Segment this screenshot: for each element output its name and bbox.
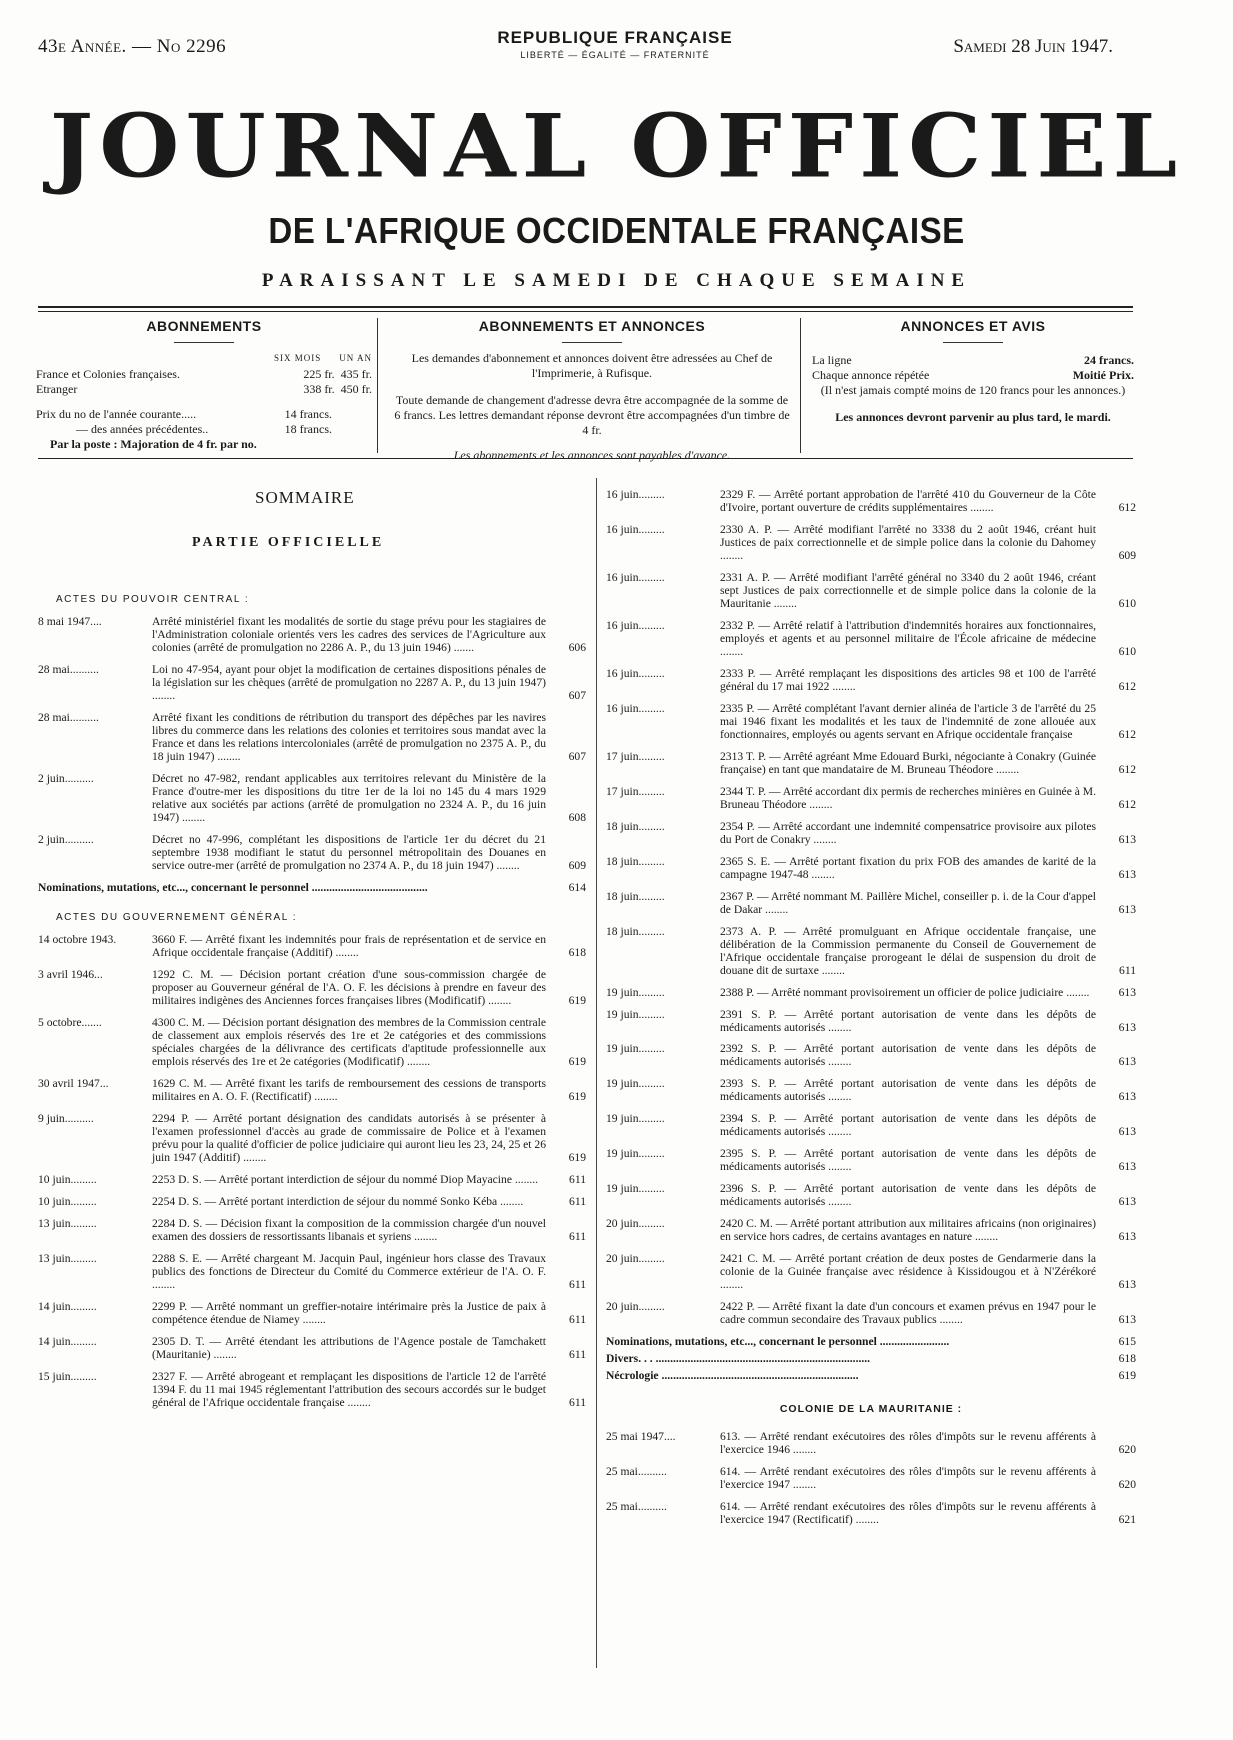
entry-text: 614. — Arrêté rendant exécutoires des rôles d'impôts sur le revenu afférents à l'exercice 1947 (Rectificatif) ........ <box>720 1499 1096 1526</box>
sommaire-right-column <box>606 488 1136 1535</box>
entry-text: 2391 S. P. — Arrêté portant autorisation de vente dans les dépôts de médicaments autorisés ........ <box>720 1007 1096 1034</box>
sommaire-entry <box>606 890 1136 916</box>
entry-page: 613 <box>1118 1125 1136 1139</box>
sommaire-entry <box>38 1016 586 1068</box>
sommaire-entry <box>38 1173 586 1186</box>
entry-page: 613 <box>1118 1055 1136 1069</box>
entry-text: Loi no 47-954, ayant pour objet la modification de certaines dispositions pénales de la législation sur les chèques (arrêté de promulgation no 2287 A. P., du 13 juin 1947) ........ <box>152 663 546 703</box>
entry-date: 20 juin......... <box>606 1217 665 1231</box>
box-divider <box>377 318 378 453</box>
entry-date: 25 mai.......... <box>606 1499 667 1513</box>
entry-page: 611 <box>569 1312 586 1326</box>
sommaire-entry <box>606 820 1136 846</box>
sommaire-entry <box>606 925 1136 977</box>
entry-text: 2393 S. P. — Arrêté portant autorisation de vente dans les dépôts de médicaments autorisés ........ <box>720 1077 1096 1104</box>
footer-line-text: Nécrologie .................................................................... <box>606 1369 859 1383</box>
col-six-mois: SIX MOIS <box>273 352 322 363</box>
footer-line <box>606 1335 1136 1348</box>
entry-date: 16 juin......... <box>606 570 665 584</box>
entry-text: 2420 C. M. — Arrêté portant attribution aux militaires africains (non originaires) en service hors cadres, de certains avantages en nature ........ <box>720 1217 1096 1244</box>
sommaire-entry <box>38 833 586 872</box>
entry-page: 609 <box>1118 548 1136 562</box>
top-rule-thin <box>38 311 1133 312</box>
footer-lines <box>606 1335 1136 1382</box>
abonnements-annonces-title: ABONNEMENTS ET ANNONCES <box>478 318 706 334</box>
journal-title: JOURNAL OFFICIEL <box>49 94 1184 198</box>
sommaire-entry <box>606 619 1136 658</box>
repetee-price: Chaque annonce répétée Moitié Prix. <box>812 367 1134 382</box>
entry-text: 2284 D. S. — Décision fixant la composition de la commission chargée d'un nouvel examen des dossiers de ressortissants libanais et syriens ........ <box>152 1216 546 1243</box>
sommaire-entry <box>38 1252 586 1291</box>
central-nominations: Nominations, mutations, etc..., concernant le personnel ........................................ 614 <box>38 880 586 894</box>
sommaire-entry <box>606 986 1136 999</box>
entry-page: 611 <box>569 1395 586 1409</box>
entry-text: 2422 P. — Arrêté fixant la date d'un concours et examen prévus en 1947 pour le cadre commun secondaire des Travaux publics ........ <box>720 1300 1096 1327</box>
issue-date: Samedi 28 Juin 1947. <box>953 36 1113 57</box>
entry-date: 13 juin......... <box>38 1251 97 1265</box>
sommaire-entry <box>606 571 1136 610</box>
annonces-avis-box <box>812 318 1134 453</box>
entry-page: 613 <box>1118 832 1136 846</box>
entry-date: 18 juin......... <box>606 889 665 903</box>
republic-name: REPUBLIQUE FRANÇAISE <box>497 28 733 47</box>
entry-date: 2 juin.......... <box>38 772 94 786</box>
sommaire-left-column <box>38 580 586 1418</box>
entry-text: 614. — Arrêté rendant exécutoires des rôles d'impôts sur le revenu afférents à l'exercice 1947 ........ <box>720 1464 1096 1491</box>
entry-date: 16 juin......... <box>606 522 665 536</box>
sommaire-entry <box>38 933 586 959</box>
partie-officielle: PARTIE OFFICIELLE <box>192 535 385 550</box>
entry-date: 19 juin......... <box>606 1077 665 1091</box>
section-gouvernement-general: ACTES DU GOUVERNEMENT GÉNÉRAL : <box>56 911 297 923</box>
entry-page: 618 <box>568 946 586 960</box>
entry-text: 2333 P. — Arrêté remplaçant les dispositions des articles 98 et 100 de l'arrêté général du 17 mai 1922 ........ <box>720 666 1096 693</box>
abonnements-title: ABONNEMENTS <box>146 318 262 334</box>
entry-date: 13 juin......... <box>38 1216 97 1230</box>
entry-date: 18 juin......... <box>606 924 665 938</box>
entry-date: 17 juin......... <box>606 784 665 798</box>
abonnements-annonces-p2: Toute demande de changement d'adresse devra être accompagnée de la somme de 6 francs. Les lettres demandant réponse devront être accompagnées d'un timbre de 4 fr. <box>394 392 790 437</box>
delai-note: Les annonces devront parvenir au plus tard, le mardi. <box>835 409 1111 424</box>
entry-page: 612 <box>1118 679 1136 693</box>
entry-page: 611 <box>569 1347 586 1361</box>
box-bottom-rule <box>38 458 1133 459</box>
sommaire-entry <box>38 1077 586 1103</box>
section-pouvoir-central: ACTES DU POUVOIR CENTRAL : <box>56 594 250 605</box>
column-divider <box>596 478 597 1668</box>
footer-line <box>606 1369 1136 1382</box>
sommaire-title: SOMMAIRE <box>255 488 355 507</box>
sommaire-entry <box>38 1370 586 1409</box>
price-current: Prix du no de l'année courante..... 14 francs. <box>36 406 332 421</box>
entry-page: 611 <box>1119 963 1136 977</box>
entry-text: 2288 S. E. — Arrêté chargeant M. Jacquin Paul, ingénieur hors classe des Travaux publics des fonctions de Directeur du Comité du Commerce extérieur de l'A. O. F. ........ <box>152 1251 546 1291</box>
sommaire-entry <box>606 750 1136 776</box>
entry-text: 2344 T. P. — Arrêté accordant dix permis de recherches minières en Guinée à M. Bruneau Théodore ........ <box>720 784 1096 811</box>
entry-date: 25 mai 1947.... <box>606 1429 676 1443</box>
entry-text: 2395 S. P. — Arrêté portant autorisation de vente dans les dépôts de médicaments autorisés ........ <box>720 1147 1096 1174</box>
entry-date: 16 juin......... <box>606 701 665 715</box>
sommaire-entry <box>38 663 586 702</box>
entry-page: 619 <box>568 1089 586 1103</box>
entry-date: 15 juin......... <box>38 1369 97 1383</box>
sommaire-entry <box>606 1008 1136 1034</box>
entry-date: 14 juin......... <box>38 1299 97 1313</box>
sommaire-entry <box>606 488 1136 514</box>
entry-page: 621 <box>1118 1512 1136 1526</box>
entry-date: 20 juin......... <box>606 1252 665 1266</box>
entry-page: 607 <box>568 750 586 764</box>
annonces-avis-title: ANNONCES ET AVIS <box>900 318 1046 334</box>
entry-date: 19 juin......... <box>606 1147 665 1161</box>
entry-text: 2365 S. E. — Arrêté portant fixation du prix FOB des amandes de karité de la campagne 1947-48 ........ <box>720 854 1096 881</box>
sommaire-entry <box>38 1112 586 1164</box>
entry-date: 30 avril 1947... <box>38 1076 109 1090</box>
entry-date: 28 mai.......... <box>38 663 99 677</box>
sommaire-entry <box>606 1465 1136 1491</box>
entry-page: 606 <box>568 641 586 655</box>
sommaire-entry <box>606 1042 1136 1068</box>
entry-page: 620 <box>1118 1477 1136 1491</box>
entry-date: 8 mai 1947.... <box>38 615 102 629</box>
abonnements-box <box>36 318 372 453</box>
entry-text: 1292 C. M. — Décision portant création d'une sous-commission chargée de proposer au Gouverneur général de l'A. O. F. les décisions à prendre en faveur des militaires indigènes des Anciennes forces françaises libres (Modificatif) ........ <box>152 968 546 1008</box>
entry-date: 17 juin......... <box>606 749 665 763</box>
entry-text: 2388 P. — Arrêté nommant provisoirement un officier de police judiciaire ........ <box>720 985 1090 999</box>
entry-page: 612 <box>1118 762 1136 776</box>
general-right-list <box>606 488 1136 1326</box>
entry-page: 612 <box>1118 797 1136 811</box>
entry-date: 14 juin......... <box>38 1334 97 1348</box>
sommaire-entry <box>606 702 1136 741</box>
tariff-row: Etranger 338 fr. 450 fr. <box>36 381 372 396</box>
footer-line-text: Nominations, mutations, etc..., concernant le personnel ........................ <box>606 1335 950 1349</box>
section-mauritanie: COLONIE DE LA MAURITANIE : <box>779 1403 963 1416</box>
sommaire-entry <box>38 1217 586 1243</box>
sommaire-entry <box>606 1182 1136 1208</box>
sommaire-entry <box>38 615 586 654</box>
entry-date: 16 juin......... <box>606 488 665 501</box>
entry-text: 2330 A. P. — Arrêté modifiant l'arrêté no 3338 du 2 août 1946, créant huit Justices de paix correctionnelle et de simple police dans la colonie du Dahomey ........ <box>720 522 1096 562</box>
sommaire-entry <box>606 855 1136 881</box>
entry-page: 612 <box>1118 500 1136 514</box>
entry-text: 2335 P. — Arrêté complétant l'avant dernier alinéa de l'article 3 de l'arrêté du 25 mai 1946 fixant les modalités et les taux de l'indemnité de zone allouée aux fonctionnaires, employés ou agents servant en Afrique occidentale française <box>720 701 1096 741</box>
abonnements-annonces-p3: Les abonnements et les annonces sont payables d'avance. <box>453 447 731 462</box>
mauritanie-list <box>606 1430 1136 1526</box>
entry-date: 3 avril 1946... <box>38 968 103 982</box>
entry-date: 25 mai.......... <box>606 1464 667 1478</box>
entry-page: 611 <box>569 1172 586 1186</box>
entry-text: 2396 S. P. — Arrêté portant autorisation de vente dans les dépôts de médicaments autorisés ........ <box>720 1182 1096 1209</box>
footer-line <box>606 1352 1136 1365</box>
entry-date: 5 octobre....... <box>38 1016 102 1030</box>
entry-text: 2313 T. P. — Arrêté agréant Mme Edouard Burki, négociante à Conakry (Guinée française) en tant que mandataire de M. Bruneau Théodore ........ <box>720 749 1096 776</box>
entry-text: 2327 F. — Arrêté abrogeant et remplaçant les dispositions de l'article 12 de l'arrêté 1394 F. du 11 mai 1945 réglementant l'attribution des secours accordés sur le budget général de l'Afrique occidentale française ........ <box>152 1369 546 1409</box>
entry-date: 28 mai.......... <box>38 711 99 725</box>
footer-line-page: 619 <box>1118 1369 1136 1383</box>
sommaire-entry <box>38 1300 586 1326</box>
entry-date: 19 juin......... <box>606 1007 665 1021</box>
top-rule <box>38 306 1133 308</box>
entry-page: 613 <box>1118 1230 1136 1244</box>
sommaire-entry <box>606 1500 1136 1526</box>
footer-line-page: 615 <box>1118 1335 1136 1349</box>
entry-date: 18 juin......... <box>606 854 665 868</box>
entry-page: 613 <box>1118 1090 1136 1104</box>
entry-text: 2354 P. — Arrêté accordant une indemnité compensatrice provisoire aux pilotes du Port de Conakry ........ <box>720 819 1096 846</box>
sommaire-entry <box>606 667 1136 693</box>
sommaire-entry <box>38 1335 586 1361</box>
entry-page: 609 <box>568 858 586 872</box>
journal-tagline: PARAISSANT LE SAMEDI DE CHAQUE SEMAINE <box>261 270 972 291</box>
entry-page: 612 <box>1118 727 1136 741</box>
entry-date: 19 juin......... <box>606 1182 665 1196</box>
entry-text: 1629 C. M. — Arrêté fixant les tarifs de remboursement des cessions de transports militaires en A. O. F. (Rectificatif) ........ <box>152 1076 546 1103</box>
entry-date: 10 juin......... <box>38 1172 97 1186</box>
republic-motto: LIBERTÉ — ÉGALITÉ — FRATERNITÉ <box>520 50 710 60</box>
footer-line-text: Divers. . . .......................................................................... <box>606 1352 871 1366</box>
entry-page: 613 <box>1118 867 1136 881</box>
entry-date: 2 juin.......... <box>38 832 94 846</box>
minimum-note: (Il n'est jamais compté moins de 120 francs pour les annonces.) <box>820 382 1126 397</box>
sommaire-entry <box>606 1430 1136 1456</box>
sommaire-entry <box>606 1300 1136 1326</box>
entry-date: 14 octobre 1943. <box>38 933 117 947</box>
entry-text: 2373 A. P. — Arrêté promulguant en Afrique occidentale française, une délibération de la Commission permanente du Conseil de Gouvernement de l'Afrique occidentale française prorogeant le délai de suspension du droit de douane dit de surtaxe ........ <box>720 924 1096 977</box>
sommaire-entry <box>606 785 1136 811</box>
entry-date: 18 juin......... <box>606 819 665 833</box>
sommaire-entry <box>606 1217 1136 1243</box>
entry-date: 10 juin......... <box>38 1194 97 1208</box>
entry-page: 611 <box>569 1229 586 1243</box>
entry-page: 619 <box>568 994 586 1008</box>
republic-header <box>420 28 810 60</box>
entry-page: 619 <box>568 1054 586 1068</box>
entry-date: 19 juin......... <box>606 1112 665 1126</box>
entry-date: 16 juin......... <box>606 618 665 632</box>
entry-page: 610 <box>1118 596 1136 610</box>
entry-page: 613 <box>1118 1160 1136 1174</box>
tariff-row: France et Colonies françaises. 225 fr. 435 fr. <box>36 366 372 381</box>
sommaire-entry <box>38 1195 586 1208</box>
entry-page: 613 <box>1118 902 1136 916</box>
entry-page: 611 <box>569 1194 586 1208</box>
entry-text: 613. — Arrêté rendant exécutoires des rôles d'impôts sur le revenu afférents à l'exercice 1946 ........ <box>720 1429 1096 1456</box>
entry-text: 2294 P. — Arrêté portant désignation des candidats autorisés à se présenter à l'examen professionnel d'accès au grade de commissaire de Police et à l'examen prévu pour la qualité d'officier de police judiciaire qui auront lieu les 23, 24, 25 et 26 juin 1947 (Additif) ........ <box>152 1111 547 1164</box>
entry-text: 2253 D. S. — Arrêté portant interdiction de séjour du nommé Diop Mayacine ........ <box>152 1172 539 1186</box>
footer-line-page: 618 <box>1118 1352 1136 1366</box>
entry-text: 3660 F. — Arrêté fixant les indemnités pour frais de représentation et de service en Afrique occidentale française (Additif) ........ <box>152 933 546 960</box>
sommaire-entry <box>606 523 1136 562</box>
entry-text: 2331 A. P. — Arrêté modifiant l'arrêté général no 3340 du 2 août 1946, créant sept Justices de paix correctionnelle et de simple police dans la colonie de la Mauritanie ........ <box>720 570 1096 610</box>
entry-text: Arrêté fixant les conditions de rétribution du transport des dépêches par les navires libres du commerce dans les relations des colonies et territoires sous mandat avec la France et dans les relations intercoloniales (arrêté de promulgation no 2375 A. P., du 18 juin 1947) ........ <box>152 711 546 764</box>
entry-page: 613 <box>1118 985 1136 999</box>
sommaire-entry <box>606 1252 1136 1291</box>
entry-text: 2394 S. P. — Arrêté portant autorisation de vente dans les dépôts de médicaments autorisés ........ <box>720 1112 1096 1139</box>
entry-page: 613 <box>1118 1278 1136 1292</box>
sommaire-entry <box>606 1147 1136 1173</box>
entry-text: 2332 P. — Arrêté relatif à l'attribution d'indemnités horaires aux fonctionnaires, employés et agents et au personnel militaire de l'École africaine de médecine ........ <box>720 618 1096 658</box>
col-un-an: UN AN <box>339 352 372 363</box>
entry-date: 16 juin......... <box>606 666 665 680</box>
entry-date: 19 juin......... <box>606 985 665 999</box>
sommaire-entry <box>38 772 586 824</box>
entry-text: 2329 F. — Arrêté portant approbation de l'arrêté 410 du Gouverneur de la Côte d'Ivoire, portant ouverture de crédits supplémentaires ........ <box>720 488 1096 514</box>
journal-subtitle: DE L'AFRIQUE OCCIDENTALE FRANÇAISE <box>268 210 965 251</box>
issue-number: 43e Année. — No 2296 <box>38 36 227 57</box>
entry-page: 613 <box>1118 1020 1136 1034</box>
sommaire-entry <box>38 711 586 763</box>
entry-page: 608 <box>568 810 586 824</box>
entry-text: 4300 C. M. — Décision portant désignation des membres de la Commission centrale de classement aux emplois réservés des 1re et 2e catégories et des commissions spéciales chargées de la délivrance des certificats d'aptitude professionnelle aux emplois réservés des 1re et 2e catégories (Modificatif) ........ <box>152 1016 546 1068</box>
general-left-list <box>38 933 586 1409</box>
entry-page: 607 <box>568 689 586 703</box>
entry-date: 9 juin.......... <box>38 1111 94 1125</box>
entry-text: 2367 P. — Arrêté nommant M. Paillère Michel, conseiller p. i. de la Cour d'appel de Dakar ........ <box>720 889 1096 916</box>
entry-text: 2254 D. S. — Arrêté portant interdiction de séjour du nommé Sonko Kéba ........ <box>152 1194 524 1208</box>
entry-date: 20 juin......... <box>606 1300 665 1314</box>
entry-text: 2392 S. P. — Arrêté portant autorisation de vente dans les dépôts de médicaments autorisés ........ <box>720 1042 1096 1069</box>
abonnements-annonces-box <box>392 318 792 462</box>
box-divider <box>800 318 801 453</box>
entry-text: Arrêté ministériel fixant les modalités de sortie du stage prévu pour les stagiaires de l'Administration coloniale orientés vers les cadres des services de l'Agriculture aux colonies (arrêté de promulgation no 2286 A. P., du 13 juin 1946) ....... <box>152 615 546 655</box>
entry-page: 619 <box>568 1150 586 1164</box>
sommaire-entry <box>606 1112 1136 1138</box>
entry-page: 611 <box>569 1277 586 1291</box>
entry-text: 2421 C. M. — Arrêté portant création de deux postes de Gendarmerie dans la colonie de la Guinée française avec résidence à Kissidougou et à N'Zérékoré ........ <box>720 1252 1096 1292</box>
entry-page: 613 <box>1118 1313 1136 1327</box>
entry-page: 620 <box>1118 1442 1136 1456</box>
price-previous: — des années précédentes.. 18 francs. <box>76 421 332 436</box>
poste-note: Par la poste : Majoration de 4 fr. par no. <box>50 436 257 451</box>
entry-text: Décret no 47-996, complétant les dispositions de l'article 1er du décret du 21 septembre 1938 modifiant le statut du personnel métropolitain des Douanes en service outre-mer (arrêté de promulgation no 2374 A. P., du 18 juin 1947) ........ <box>152 832 546 872</box>
sommaire-entry <box>606 1077 1136 1103</box>
entry-date: 19 juin......... <box>606 1042 665 1056</box>
abonnements-annonces-p1: Les demandes d'abonnement et annonces doivent être adressées au Chef de l'Imprimerie, à Rufisque. <box>411 350 773 380</box>
sommaire-entry <box>38 968 586 1007</box>
central-list <box>38 615 586 872</box>
entry-text: 2305 D. T. — Arrêté étendant les attributions de l'Agence postale de Tamchakett (Mauritanie) ........ <box>152 1334 546 1361</box>
ligne-price: La ligne 24 francs. <box>812 352 1134 367</box>
entry-text: Décret no 47-982, rendant applicables aux territoires relevant du Ministère de la France d'outre-mer les dispositions du titre 1er de la loi no 145 du 4 mars 1929 relative aux sociétés par actions (arrêté de promulgation no 2324 A. P., du 16 juin 1947) ........ <box>152 772 546 824</box>
entry-text: 2299 P. — Arrêté nommant un greffier-notaire intérimaire près la Justice de paix à compétence étendue de Niamey ........ <box>152 1299 546 1326</box>
entry-page: 613 <box>1118 1195 1136 1209</box>
entry-page: 610 <box>1118 644 1136 658</box>
